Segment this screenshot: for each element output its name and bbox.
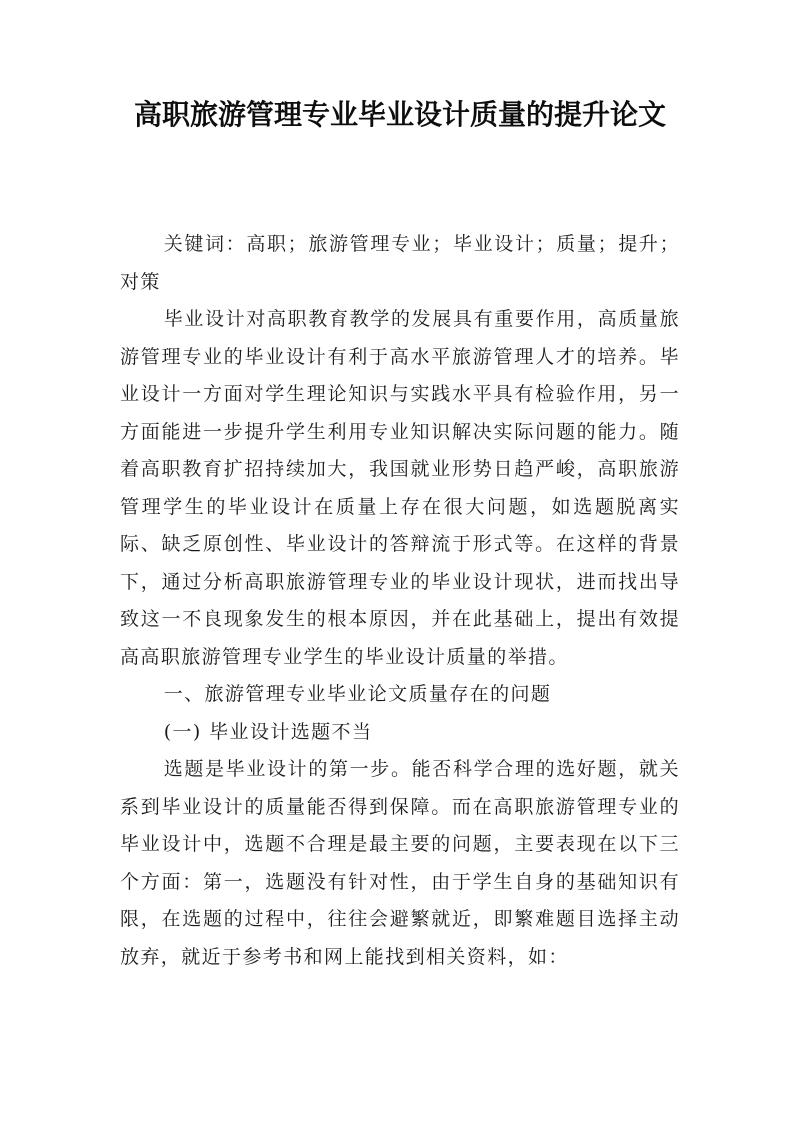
- section-heading: 一、旅游管理专业毕业论文质量存在的问题: [163, 683, 552, 705]
- intro-paragraph: 毕业设计对高职教育教学的发展具有重要作用，高质量旅游管理专业的毕业设计有利于高水平旅游管理人才的培养。毕业设计一方面对学生理论知识与实践水平具有检验作用，另一方面能进一步提升学生利用专业知识解决实际问题的能力。随着高职教育扩招持续加大，我国就业形势日趋严峻，高职旅游管理学生的毕业设计在质量上存在很大问题，如选题脱离实际、缺乏原创性、毕业设计的答辩流于形式等。在这样的背景下，通过分析高职旅游管理专业的毕业设计现状，进而找出导致这一不良现象发生的根本原因，并在此基础上，提出有效提高高职旅游管理专业学生的毕业设计质量的举措。: [120, 308, 680, 668]
- document-body: [120, 226, 680, 976]
- document-title: 高职旅游管理专业毕业设计质量的提升论文: [133, 98, 666, 131]
- keywords-paragraph: 关键词：高职；旅游管理专业；毕业设计；质量；提升；对策: [120, 233, 680, 293]
- subsection-heading: (一) 毕业设计选题不当: [163, 720, 373, 743]
- body-paragraph: 选题是毕业设计的第一步。能否科学合理的选好题，就关系到毕业设计的质量能否得到保障。而在高职旅游管理专业的毕业设计中，选题不合理是最主要的问题，主要表现在以下三个方面：第一，选题没有针对性，由于学生自身的基础知识有限，在选题的过程中，往往会避繁就近，即繁难题目选择主动放弃，就近于参考书和网上能找到相关资料，如：: [120, 758, 680, 968]
